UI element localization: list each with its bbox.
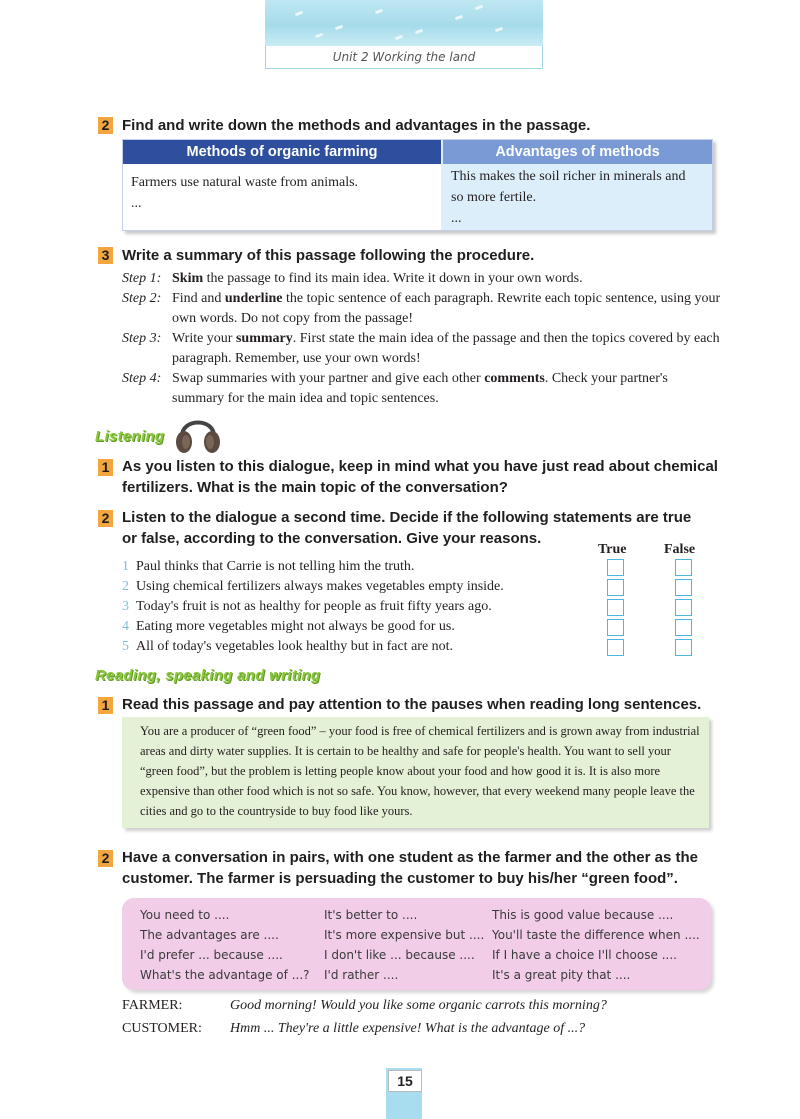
exercise-instruction: Write a summary of this passage following the procedure. [122,247,535,264]
cell-line: Farmers use natural waste from animals. [131,175,359,190]
table-cell-advantages [443,164,712,230]
instruction-line: As you listen to this dialogue, keep in mind what you have just read about chemical [122,458,718,475]
useful-phrase: It's better to .... [324,908,418,922]
step-text-part: Write your [172,331,236,346]
statement-number: 3 [122,599,129,614]
false-checkbox[interactable] [675,619,692,636]
exercise-number: 1 [98,459,113,476]
step-label: Step 2: [122,291,162,306]
useful-phrase: It's a great pity that .... [492,968,631,982]
useful-phrase: This is good value because .... [492,908,674,922]
statement-text: Today's fruit is not as healthy for people as fruit fifty years ago. [136,599,492,614]
dialogue-text: Hmm ... They're a little expensive! What is the advantage of ...? [230,1021,586,1036]
statement-item [122,617,455,637]
true-checkbox[interactable] [607,579,624,596]
statement-item [122,557,414,577]
statement-text: Eating more vegetables might not always be good for us. [136,619,455,634]
useful-phrase: You'll taste the difference when .... [492,928,700,942]
statement-item [122,597,492,617]
statement-number: 1 [122,559,129,574]
exercise-instruction: Find and write down the methods and advantages in the passage. [122,117,591,134]
useful-phrase: If I have a choice I'll choose .... [492,948,677,962]
cell-line: so more fertile. [451,190,537,205]
step-text-part: Find and [172,291,225,306]
false-checkbox[interactable] [675,639,692,656]
step-text [172,269,722,289]
summary-step [122,289,722,329]
false-checkbox[interactable] [675,599,692,616]
summary-step [122,329,722,369]
true-checkbox[interactable] [607,559,624,576]
section-title-listening: Listening [95,428,165,445]
step-text-part: . First state the main idea of the passage and then the topics covered by each paragraph. Remember, use your own words! [172,331,720,366]
summary-step [122,269,722,289]
step-text [172,329,722,369]
false-column-label: False [664,542,696,557]
instruction-line: or false, according to the conversation. Give your reasons. [122,530,542,547]
step-label: Step 4: [122,371,162,386]
instruction-line: customer. The farmer is persuading the customer to buy his/her “green food”. [122,870,678,887]
table-header-advantages: Advantages of methods [443,140,712,164]
step-keyword: summary [235,331,293,346]
step-keyword: Skim [172,271,204,286]
true-checkbox[interactable] [607,619,624,636]
true-column-label: True [598,542,627,557]
step-label: Step 3: [122,331,162,346]
step-text-part: the passage to find its main idea. Write it down in your own words. [203,271,583,286]
section-title-reading: Reading, speaking and writing [95,667,321,684]
useful-phrase: You need to .... [140,908,230,922]
table-header-methods: Methods of organic farming [123,140,441,164]
cell-line: This makes the soil richer in minerals and [451,169,686,184]
statement-text: Paul thinks that Carrie is not telling him the truth. [136,559,415,574]
step-keyword: underline [224,291,283,306]
useful-phrase: I'd rather .... [324,968,399,982]
exercise-number: 2 [98,850,113,867]
step-text-part: . Check your partner's summary for the main idea and topic sentences. [172,371,668,406]
step-text [172,289,722,329]
header-banner-image [265,0,543,46]
exercise-instruction: Read this passage and pay attention to the pauses when reading long sentences. [122,696,702,713]
instruction-line: fertilizers. What is the main topic of the conversation? [122,479,508,496]
table-cell-methods [123,164,441,230]
cell-line: ... [451,211,462,226]
dialogue-speaker: FARMER: [122,998,183,1013]
true-checkbox[interactable] [607,599,624,616]
useful-phrase: The advantages are .... [140,928,279,942]
dialogue-line [122,1018,585,1040]
statement-text: Using chemical fertilizers always makes vegetables empty inside. [136,579,504,594]
step-keyword: comments [484,371,545,386]
instruction-line: Have a conversation in pairs, with one student as the farmer and the other as the [122,849,698,866]
useful-phrase: What's the advantage of ...? [140,968,310,982]
step-label: Step 1: [122,271,162,286]
methods-table [122,139,713,231]
reading-passage [122,717,709,828]
exercise-number: 1 [98,697,113,714]
summary-step [122,369,722,409]
step-text [172,369,722,409]
headphones-icon [172,410,224,456]
exercise-number: 2 [98,510,113,527]
page-number: 15 [388,1070,422,1092]
statement-item [122,637,453,657]
statement-item [122,577,504,597]
step-text-part: the topic sentence of each paragraph. Rewrite each topic sentence, using your own words. Do not copy from the passage! [172,291,721,326]
dialogue-text: Good morning! Would you like some organic carrots this morning? [230,998,607,1013]
statement-number: 4 [122,619,129,634]
false-checkbox[interactable] [675,579,692,596]
useful-phrases-box [122,898,711,990]
cell-line: ... [131,196,142,211]
passage-text: You are a producer of “green food” – your food is free of chemical fertilizers and is grown away from industrial areas and dirty water supplies. It is certain to be healthy and safe for people's health. You want to sell your “green food”, but the problem is letting people know about your food and how good it is. It is also more expensive than other food which is not so safe. You know, however, that every weekend many people leave the cities and go to the countryside to buy food like yours. [140,724,700,818]
unit-title: Unit 2 Working the land [265,46,543,69]
true-checkbox[interactable] [607,639,624,656]
dialogue-line [122,995,607,1017]
exercise-instruction [122,456,718,498]
useful-phrase: I don't like ... because .... [324,948,475,962]
instruction-line: Listen to the dialogue a second time. Decide if the following statements are true [122,509,692,526]
statement-number: 5 [122,639,129,654]
step-text-part: Swap summaries with your partner and give each other [172,371,485,386]
exercise-instruction [122,847,698,889]
statement-number: 2 [122,579,129,594]
exercise-number: 3 [98,247,113,264]
useful-phrase: I'd prefer ... because .... [140,948,283,962]
exercise-number: 2 [98,117,113,134]
statement-text: All of today's vegetables look healthy but in fact are not. [136,639,454,654]
dialogue-speaker: CUSTOMER: [122,1021,202,1036]
useful-phrase: It's more expensive but .... [324,928,485,942]
false-checkbox[interactable] [675,559,692,576]
